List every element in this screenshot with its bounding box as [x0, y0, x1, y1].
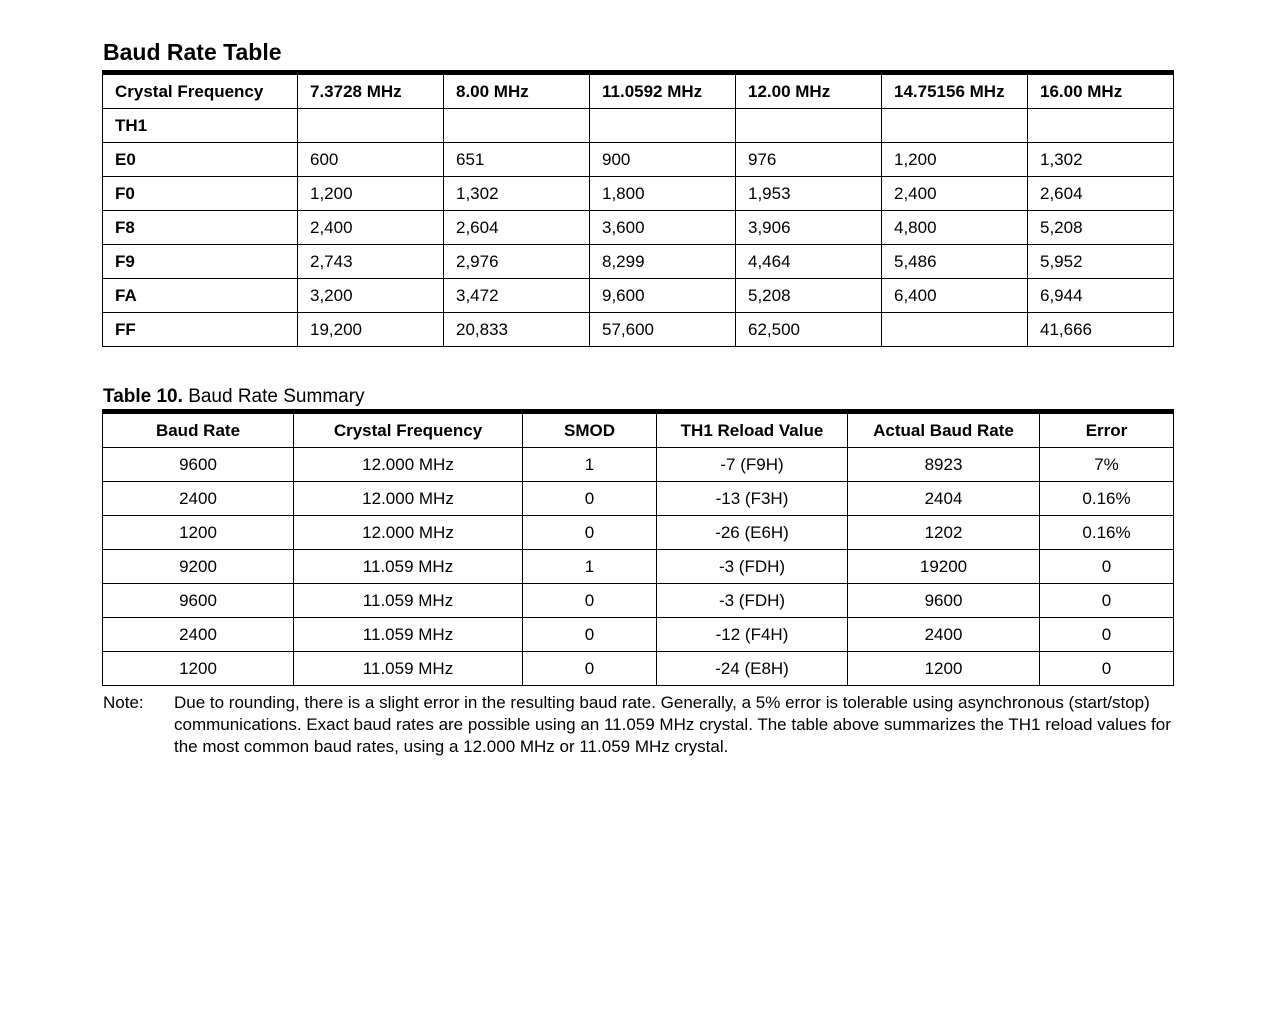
- table-cell: 3,472: [444, 279, 590, 313]
- row-header-cell: F9: [103, 245, 298, 279]
- table-cell: 2,400: [882, 177, 1028, 211]
- table-cell: 1: [523, 448, 657, 482]
- table-cell: 9600: [103, 448, 294, 482]
- table-cell: 0: [523, 482, 657, 516]
- table-cell: 6,944: [1028, 279, 1174, 313]
- table-cell: 2400: [848, 618, 1040, 652]
- table-row: [103, 143, 1174, 177]
- table-cell: -7 (F9H): [657, 448, 848, 482]
- table-cell: 20,833: [444, 313, 590, 347]
- column-header: 12.00 MHz: [736, 73, 882, 109]
- row-header-cell: E0: [103, 143, 298, 177]
- table-cell: 11.059 MHz: [294, 550, 523, 584]
- table-cell: [736, 109, 882, 143]
- table-cell: 3,600: [590, 211, 736, 245]
- table-row: [103, 448, 1174, 482]
- table-cell: 19,200: [298, 313, 444, 347]
- table-cell: 11.059 MHz: [294, 584, 523, 618]
- baud-rate-table-title: Baud Rate Table: [103, 39, 282, 65]
- row-header-cell: F0: [103, 177, 298, 211]
- table-cell: 12.000 MHz: [294, 482, 523, 516]
- table-cell: 41,666: [1028, 313, 1174, 347]
- table-cell: 9600: [848, 584, 1040, 618]
- table-cell: 2,604: [1028, 177, 1174, 211]
- table-cell: 9,600: [590, 279, 736, 313]
- table-cell: 1,302: [444, 177, 590, 211]
- table-cell: 9600: [103, 584, 294, 618]
- column-header: 7.3728 MHz: [298, 73, 444, 109]
- table-row: [103, 584, 1174, 618]
- table-cell: [444, 109, 590, 143]
- column-header: Actual Baud Rate: [848, 412, 1040, 448]
- table-header-row: [103, 412, 1174, 448]
- summary-table-caption: [103, 385, 365, 409]
- table-row: [103, 211, 1174, 245]
- table-cell: 600: [298, 143, 444, 177]
- table-cell: 7%: [1040, 448, 1174, 482]
- column-header: Error: [1040, 412, 1174, 448]
- table-cell: 6,400: [882, 279, 1028, 313]
- table-cell: 12.000 MHz: [294, 448, 523, 482]
- table-cell: 1,302: [1028, 143, 1174, 177]
- table-cell: 8,299: [590, 245, 736, 279]
- table-cell: 5,208: [736, 279, 882, 313]
- table-cell: 0: [1040, 652, 1174, 686]
- table-cell: 0.16%: [1040, 482, 1174, 516]
- column-header: Baud Rate: [103, 412, 294, 448]
- table-cell: [590, 109, 736, 143]
- table-row: [103, 245, 1174, 279]
- table-cell: 2400: [103, 482, 294, 516]
- table-cell: -24 (E8H): [657, 652, 848, 686]
- note-label: Note:: [103, 693, 144, 712]
- table-cell: -12 (F4H): [657, 618, 848, 652]
- row-header-cell: F8: [103, 211, 298, 245]
- table-cell: -13 (F3H): [657, 482, 848, 516]
- table-cell: 1: [523, 550, 657, 584]
- table-row: [103, 279, 1174, 313]
- table-row: [103, 618, 1174, 652]
- column-header: SMOD: [523, 412, 657, 448]
- table-cell: 0: [1040, 584, 1174, 618]
- table-cell: 11.059 MHz: [294, 652, 523, 686]
- table-cell: 5,486: [882, 245, 1028, 279]
- table-cell: 976: [736, 143, 882, 177]
- table-cell: -3 (FDH): [657, 550, 848, 584]
- table-cell: 1202: [848, 516, 1040, 550]
- row-header-cell: FA: [103, 279, 298, 313]
- table-cell: 4,464: [736, 245, 882, 279]
- table-row: [103, 516, 1174, 550]
- table-cell: -26 (E6H): [657, 516, 848, 550]
- table-cell: 2,400: [298, 211, 444, 245]
- table-cell: 1200: [103, 652, 294, 686]
- table-cell: 11.059 MHz: [294, 618, 523, 652]
- table-cell: [882, 313, 1028, 347]
- column-header: Crystal Frequency: [103, 73, 298, 109]
- table-row: [103, 109, 1174, 143]
- table-cell: [1028, 109, 1174, 143]
- table-cell: 57,600: [590, 313, 736, 347]
- table-cell: 0: [523, 618, 657, 652]
- column-header: Crystal Frequency: [294, 412, 523, 448]
- baud-rate-summary-table: [102, 409, 1174, 686]
- table-row: [103, 652, 1174, 686]
- table-cell: 2,743: [298, 245, 444, 279]
- table-cell: 5,208: [1028, 211, 1174, 245]
- table-row: [103, 482, 1174, 516]
- baud-rate-table: [102, 70, 1174, 347]
- table-cell: 0.16%: [1040, 516, 1174, 550]
- column-header: 8.00 MHz: [444, 73, 590, 109]
- caption-number: Table 10.: [103, 386, 183, 407]
- table-cell: 3,906: [736, 211, 882, 245]
- table-cell: 0: [523, 516, 657, 550]
- table-row: [103, 313, 1174, 347]
- table-cell: -3 (FDH): [657, 584, 848, 618]
- table-header-row: [103, 73, 1174, 109]
- table-cell: 4,800: [882, 211, 1028, 245]
- table-cell: 9200: [103, 550, 294, 584]
- table-cell: 0: [523, 652, 657, 686]
- table-cell: [882, 109, 1028, 143]
- table-cell: 0: [1040, 618, 1174, 652]
- table-cell: 2400: [103, 618, 294, 652]
- column-header: 16.00 MHz: [1028, 73, 1174, 109]
- table-cell: 1200: [103, 516, 294, 550]
- table-row: [103, 177, 1174, 211]
- column-header: 14.75156 MHz: [882, 73, 1028, 109]
- table-cell: 651: [444, 143, 590, 177]
- note-text: Due to rounding, there is a slight error in the resulting baud rate. Generally, a 5% error is tolerable using asynchronous (start/stop) communications. Exact baud rates are possible using an 11.059 MHz crystal. The table above summarizes the TH1 reload values for the most common baud rates, using a 12.000 MHz or 11.059 MHz crystal.: [174, 693, 1171, 756]
- table-cell: 1200: [848, 652, 1040, 686]
- table-cell: 900: [590, 143, 736, 177]
- table-cell: 0: [1040, 550, 1174, 584]
- column-header: 11.0592 MHz: [590, 73, 736, 109]
- table-cell: 1,200: [882, 143, 1028, 177]
- column-header: TH1 Reload Value: [657, 412, 848, 448]
- table-cell: 8923: [848, 448, 1040, 482]
- table-cell: 5,952: [1028, 245, 1174, 279]
- row-header-cell: TH1: [103, 109, 298, 143]
- table-cell: 19200: [848, 550, 1040, 584]
- table-cell: 1,953: [736, 177, 882, 211]
- caption-title: Baud Rate Summary: [188, 386, 365, 407]
- table-cell: 12.000 MHz: [294, 516, 523, 550]
- table-cell: 2,604: [444, 211, 590, 245]
- table-cell: 1,800: [590, 177, 736, 211]
- table-cell: 2404: [848, 482, 1040, 516]
- table-cell: 0: [523, 584, 657, 618]
- table-cell: 3,200: [298, 279, 444, 313]
- table-cell: [298, 109, 444, 143]
- table-cell: 62,500: [736, 313, 882, 347]
- table-row: [103, 550, 1174, 584]
- table-cell: 2,976: [444, 245, 590, 279]
- row-header-cell: FF: [103, 313, 298, 347]
- table-cell: 1,200: [298, 177, 444, 211]
